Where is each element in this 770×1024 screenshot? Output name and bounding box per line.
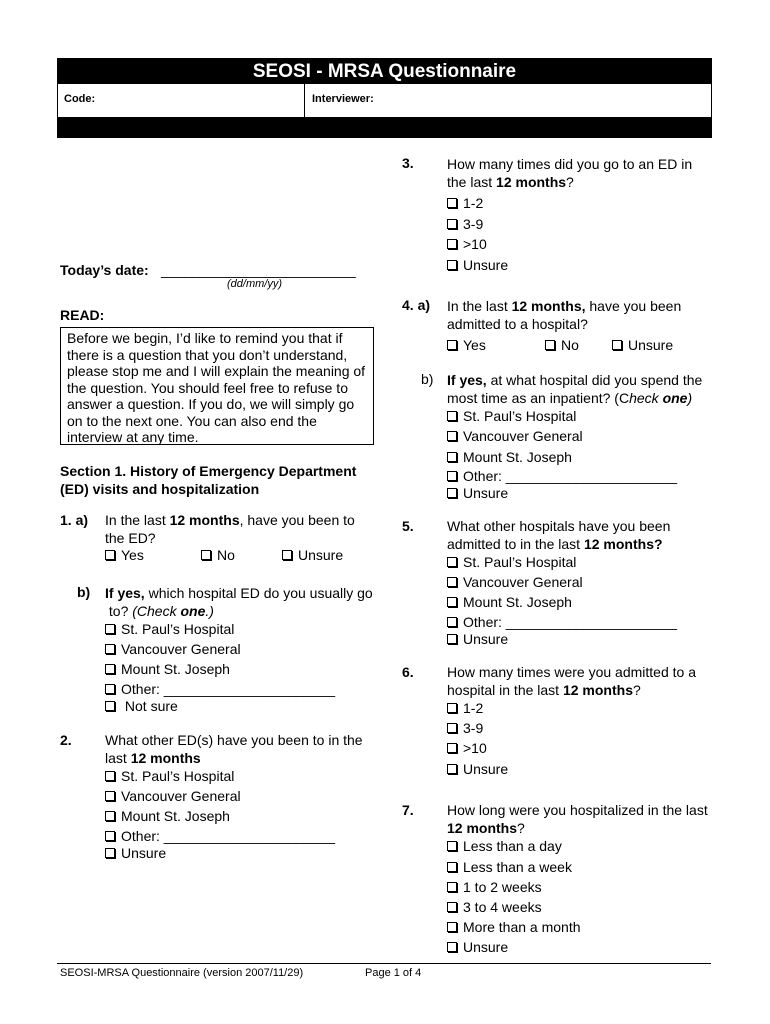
q1a-bold: 12 months [169, 512, 240, 528]
q3-option[interactable] [447, 214, 483, 234]
checkbox-icon[interactable] [105, 624, 115, 634]
checkbox-icon[interactable] [447, 239, 457, 249]
q6-line2-pre: hospital in the last [447, 682, 563, 698]
checkbox-icon[interactable] [105, 664, 115, 674]
read-line: answer a question. If you do, we will simply go [67, 396, 355, 412]
checkbox-icon[interactable] [105, 701, 115, 711]
q5-line2-pre: admitted to in the last [447, 536, 584, 552]
option-label: Mount St. Joseph [121, 808, 230, 824]
q3-option[interactable] [447, 193, 483, 213]
q7-line2-bold: 12 months [447, 820, 518, 836]
q7-line1: How long were you hospitalized in the last [447, 802, 708, 818]
q7-option[interactable] [447, 897, 542, 917]
read-label: READ: [60, 307, 105, 323]
checkbox-icon[interactable] [105, 771, 115, 781]
footer-version: SEOSI-MRSA Questionnaire (version 2007/11/29) [60, 967, 304, 979]
option-label: Yes [121, 547, 144, 563]
read-box [60, 327, 374, 445]
checkbox-icon[interactable] [545, 340, 555, 350]
q4b-post: at what hospital did you spend the [486, 372, 703, 388]
option-label: 3 to 4 weeks [463, 899, 542, 915]
option-label: Yes [463, 337, 486, 353]
checkbox-icon[interactable] [447, 634, 457, 644]
q1a-text [105, 511, 355, 547]
option-label: Less than a week [463, 859, 572, 875]
option-label: St. Paul’s Hospital [463, 408, 577, 424]
checkbox-icon[interactable] [447, 597, 457, 607]
q4a-number: 4. a) [402, 297, 431, 313]
option-label: Other: ______________________ [121, 828, 336, 844]
q4a-post: have you been [585, 298, 682, 314]
q4b-line2-italic: heck [629, 390, 663, 406]
q6-line1: How many times were you admitted to a [447, 664, 696, 680]
footer-divider [57, 963, 711, 964]
q4b-line2-end: ) [687, 390, 693, 406]
q4b-number: b) [421, 371, 434, 387]
q5-line1: What other hospitals have you been [447, 518, 671, 534]
q4a-bold: 12 months, [511, 298, 586, 314]
q2-number: 2. [60, 732, 72, 748]
checkbox-icon[interactable] [105, 848, 115, 858]
header-bottom-bar [58, 117, 711, 137]
option-label: Unsure [463, 939, 509, 955]
q4a-text [447, 297, 681, 333]
q1a-option-no[interactable] [201, 545, 235, 565]
q3-text [447, 155, 692, 191]
checkbox-icon[interactable] [201, 550, 211, 560]
option-label: Less than a day [463, 838, 562, 854]
q2-line1: What other ED(s) have you been to in the [105, 732, 363, 748]
option-label: 1-2 [463, 700, 484, 716]
q6-option[interactable] [447, 718, 483, 738]
checkbox-icon[interactable] [447, 841, 457, 851]
q5-option[interactable] [447, 552, 576, 572]
checkbox-icon[interactable] [447, 764, 457, 774]
read-line: please stop me and I will explain the meaning of [67, 363, 366, 379]
checkbox-icon[interactable] [447, 260, 457, 270]
option-label: Unsure [463, 257, 509, 273]
checkbox-icon[interactable] [105, 831, 115, 841]
checkbox-icon[interactable] [447, 488, 457, 498]
q1a-post: , have you been to [239, 512, 355, 528]
option-label: 1-2 [463, 195, 484, 211]
q1b-option[interactable] [105, 619, 234, 639]
checkbox-icon[interactable] [447, 471, 457, 481]
q6-number: 6. [402, 664, 414, 680]
checkbox-icon[interactable] [612, 340, 622, 350]
option-label: 1 to 2 weeks [463, 879, 542, 895]
q1b-option[interactable] [105, 696, 178, 716]
option-label: Not sure [121, 698, 178, 714]
q1b-line2-end: .) [205, 603, 214, 619]
q2-option[interactable] [105, 843, 166, 863]
read-line: on to the next one. You can also end the [67, 412, 317, 429]
interviewer-label: Interviewer: [312, 93, 374, 105]
option-label: Vancouver General [121, 641, 241, 657]
section-1-heading [60, 462, 356, 498]
option-label: >10 [463, 236, 487, 252]
q1b-text [105, 584, 373, 620]
option-label: No [561, 337, 579, 353]
q7-option[interactable] [447, 937, 508, 957]
q1b-bold: If yes, [105, 585, 145, 601]
checkbox-icon[interactable] [447, 219, 457, 229]
q7-number: 7. [402, 802, 414, 818]
q1b-line2-bold-italic: one [180, 603, 206, 619]
option-label: St. Paul’s Hospital [463, 554, 577, 570]
read-line: the question. You should feel free to refuse to [67, 379, 348, 396]
checkbox-icon[interactable] [282, 550, 292, 560]
q2-option[interactable] [105, 806, 230, 826]
q1a-option-yes[interactable] [105, 545, 144, 565]
checkbox-icon[interactable] [447, 723, 457, 733]
q5-option[interactable] [447, 572, 583, 592]
option-label: Unsure [463, 485, 509, 501]
q1a-pre: In the last [105, 512, 170, 528]
q4a-line2: admitted to a hospital? [447, 316, 588, 332]
q1b-line2-pre: to? [108, 603, 133, 619]
q3-number: 3. [402, 155, 414, 171]
q1b-post: which hospital ED do you usually go [144, 585, 373, 601]
q1b-option[interactable] [105, 639, 241, 659]
option-label: >10 [463, 740, 487, 756]
q7-line2-post: ? [517, 820, 525, 836]
checkbox-icon[interactable] [447, 862, 457, 872]
q6-line2-post: ? [632, 682, 641, 698]
q1a-option-unsure[interactable] [282, 545, 343, 565]
q2-line2-bold: 12 months [130, 750, 201, 766]
q5-line2-bold: 12 months? [583, 536, 663, 552]
q3-line1: How many times did you go to an ED in [447, 156, 693, 172]
q3-line2-post: ? [566, 174, 574, 190]
option-label: More than a month [463, 919, 581, 935]
q2-option[interactable] [105, 766, 234, 786]
q5-option[interactable] [447, 592, 572, 612]
q5-text [447, 517, 670, 553]
option-label: Unsure [121, 845, 167, 861]
option-label: Unsure [298, 547, 344, 563]
option-label: No [217, 547, 235, 563]
code-field[interactable] [58, 84, 305, 118]
checkbox-icon[interactable] [447, 902, 457, 912]
checkbox-icon[interactable] [105, 684, 115, 694]
q4b-option[interactable] [447, 483, 508, 503]
q4a-option-no[interactable] [545, 335, 579, 355]
q3-option[interactable] [447, 234, 487, 254]
option-label: Mount St. Joseph [463, 594, 572, 610]
q4b-line2-bold-italic: one [662, 390, 688, 406]
checkbox-icon[interactable] [447, 431, 457, 441]
q1a-line2: the ED? [105, 530, 156, 546]
option-label: 3-9 [463, 216, 484, 232]
option-label: Mount St. Joseph [463, 449, 572, 465]
q1a-number: 1. a) [60, 512, 89, 528]
option-label: Mount St. Joseph [121, 661, 230, 677]
q4b-option[interactable] [447, 447, 572, 467]
q6-option[interactable] [447, 759, 508, 779]
q2-option[interactable] [105, 786, 241, 806]
q4b-option[interactable] [447, 406, 576, 426]
checkbox-icon[interactable] [447, 577, 457, 587]
checkbox-icon[interactable] [447, 743, 457, 753]
q2-text [105, 731, 363, 767]
q4b-option[interactable] [447, 426, 583, 446]
checkbox-icon[interactable] [105, 550, 115, 560]
checkbox-icon[interactable] [447, 411, 457, 421]
q6-line2-bold: 12 months [562, 682, 633, 698]
checkbox-icon[interactable] [447, 703, 457, 713]
q4a-pre: In the last [447, 298, 512, 314]
q3-line2-pre: the last [447, 174, 497, 190]
q7-option[interactable] [447, 917, 581, 937]
option-label: Unsure [463, 761, 509, 777]
section-1-line: (ED) visits and hospitalization [60, 481, 260, 497]
q6-text [447, 663, 696, 699]
option-label: St. Paul’s Hospital [121, 768, 235, 784]
q3-option[interactable] [447, 255, 508, 275]
checkbox-icon[interactable] [447, 452, 457, 462]
q4b-text [447, 371, 702, 407]
checkbox-icon[interactable] [447, 882, 457, 892]
todays-date-label: Today’s date: [60, 262, 149, 278]
option-label: 3-9 [463, 720, 484, 736]
q7-option[interactable] [447, 857, 572, 877]
q6-option[interactable] [447, 738, 487, 758]
q1b-option[interactable] [105, 659, 230, 679]
q4a-option-yes[interactable] [447, 335, 486, 355]
option-label: Unsure [628, 337, 674, 353]
option-label: Vancouver General [121, 788, 241, 804]
q5-number: 5. [402, 518, 414, 534]
option-label: Vancouver General [463, 428, 583, 444]
checkbox-icon[interactable] [447, 922, 457, 932]
checkbox-icon[interactable] [447, 340, 457, 350]
q6-option[interactable] [447, 698, 483, 718]
todays-date-field[interactable]: _________________________ [161, 262, 356, 278]
q7-text [447, 801, 708, 837]
option-label: Other: ______________________ [463, 614, 678, 630]
q4a-option-unsure[interactable] [612, 335, 673, 355]
q5-option[interactable] [447, 629, 508, 649]
option-label: Vancouver General [463, 574, 583, 590]
checkbox-icon[interactable] [105, 791, 115, 801]
q2-line2-pre: last [105, 750, 131, 766]
read-line: Before we begin, I’d like to remind you that if [67, 330, 343, 346]
q4b-line2-pre: most time as an inpatient? (C [447, 390, 630, 406]
read-line: there is a question that you don’t understand, [67, 346, 348, 363]
checkbox-icon[interactable] [105, 644, 115, 654]
q1b-line2-italic: (Check [132, 603, 181, 619]
checkbox-icon[interactable] [447, 617, 457, 627]
q4b-bold: If yes, [447, 372, 487, 388]
form-header [57, 58, 712, 138]
section-1-line: Section 1. History of Emergency Department [60, 463, 357, 479]
code-label: Code: [64, 93, 96, 105]
option-label: Unsure [463, 631, 509, 647]
option-label: Other: ______________________ [121, 681, 336, 697]
interviewer-field[interactable] [306, 84, 711, 118]
q3-line2-bold: 12 months [496, 174, 567, 190]
q7-option[interactable] [447, 877, 542, 897]
read-line: interview at any time. [67, 429, 199, 445]
option-label: Other: ______________________ [463, 468, 678, 484]
q7-option[interactable] [447, 836, 562, 856]
checkbox-icon[interactable] [447, 198, 457, 208]
checkbox-icon[interactable] [447, 942, 457, 952]
form-title: SEOSI - MRSA Questionnaire [58, 59, 711, 84]
option-label: St. Paul’s Hospital [121, 621, 235, 637]
q1b-number: b) [77, 584, 91, 600]
date-format-hint: (dd/mm/yy) [227, 278, 282, 290]
checkbox-icon[interactable] [105, 811, 115, 821]
checkbox-icon[interactable] [447, 557, 457, 567]
footer-page-number: Page 1 of 4 [365, 967, 422, 979]
